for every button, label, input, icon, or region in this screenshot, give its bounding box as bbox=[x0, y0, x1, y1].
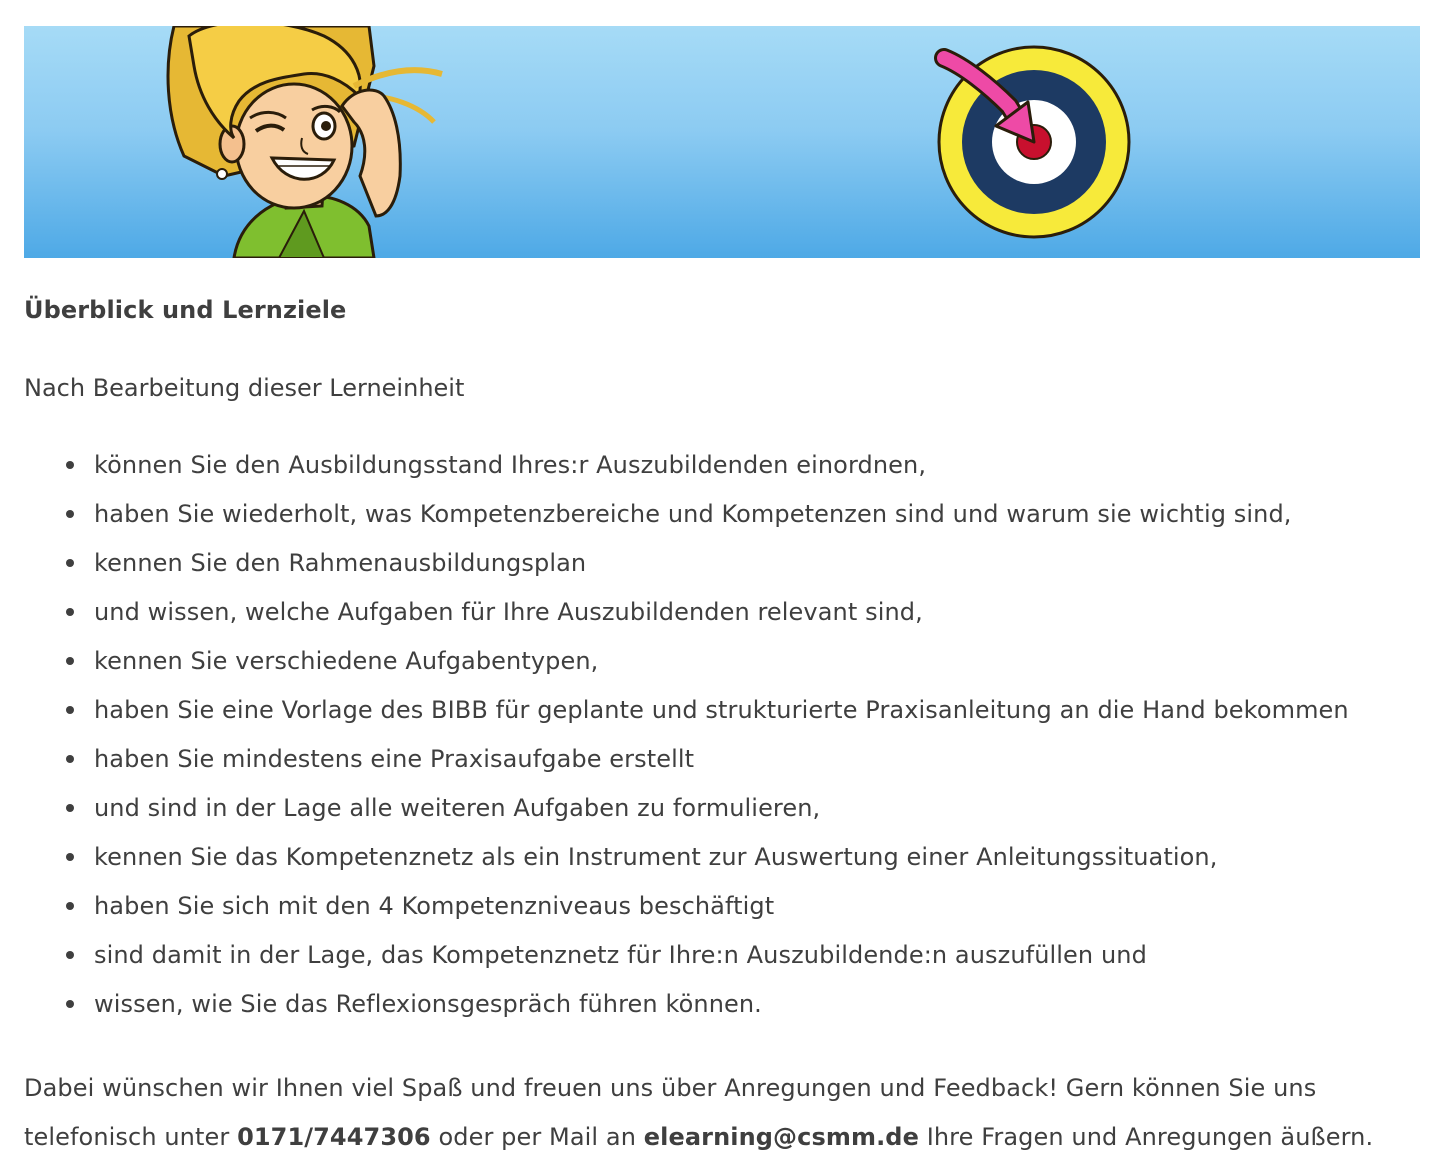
bullet-icon bbox=[66, 706, 74, 714]
bullet-icon bbox=[66, 608, 74, 616]
bullet-icon bbox=[66, 461, 74, 469]
list-item: und wissen, welche Aufgaben für Ihre Auszubildenden relevant sind, bbox=[24, 594, 1349, 643]
list-item: können Sie den Ausbildungsstand Ihres:r Auszubildenden einordnen, bbox=[24, 447, 1349, 496]
closing-line-2: telefonisch unter 0171/7447306 oder per Mail an elearning@csmm.de Ihre Fragen und Anregungen äußern. bbox=[24, 1123, 1374, 1151]
list-item: kennen Sie verschiedene Aufgabentypen, bbox=[24, 643, 1349, 692]
list-item: und sind in der Lage alle weiteren Aufgaben zu formulieren, bbox=[24, 790, 1349, 839]
closing-paragraph bbox=[24, 1064, 1420, 1162]
bullet-icon bbox=[66, 755, 74, 763]
bullet-icon bbox=[66, 657, 74, 665]
closing-line-1: Dabei wünschen wir Ihnen viel Spaß und freuen uns über Anregungen und Feedback! Gern können Sie uns bbox=[24, 1074, 1317, 1102]
list-item: kennen Sie das Kompetenznetz als ein Instrument zur Auswertung einer Anleitungssituation, bbox=[24, 839, 1349, 888]
bullet-icon bbox=[66, 559, 74, 567]
bullet-icon bbox=[66, 951, 74, 959]
winking-woman-illustration bbox=[168, 26, 442, 258]
header-banner bbox=[24, 26, 1420, 258]
list-item: wissen, wie Sie das Reflexionsgespräch führen können. bbox=[24, 986, 1349, 1035]
phone-number: 0171/7447306 bbox=[237, 1123, 431, 1151]
bullet-icon bbox=[66, 902, 74, 910]
section-heading: Überblick und Lernziele bbox=[24, 296, 347, 324]
learning-goals-list bbox=[24, 447, 1349, 1035]
banner-illustration bbox=[24, 26, 1420, 258]
list-item: haben Sie sich mit den 4 Kompetenzniveaus beschäftigt bbox=[24, 888, 1349, 937]
list-item: haben Sie mindestens eine Praxisaufgabe erstellt bbox=[24, 741, 1349, 790]
list-item: sind damit in der Lage, das Kompetenznetz für Ihre:n Auszubildende:n auszufüllen und bbox=[24, 937, 1349, 986]
list-item: haben Sie wiederholt, was Kompetenzbereiche und Kompetenzen sind und warum sie wichtig sind, bbox=[24, 496, 1349, 545]
list-item: haben Sie eine Vorlage des BIBB für geplante und strukturierte Praxisanleitung an die Hand bekommen bbox=[24, 692, 1349, 741]
intro-text: Nach Bearbeitung dieser Lerneinheit bbox=[24, 374, 465, 402]
list-item: kennen Sie den Rahmenausbildungsplan bbox=[24, 545, 1349, 594]
bullet-icon bbox=[66, 853, 74, 861]
bullet-icon bbox=[66, 804, 74, 812]
bullet-icon bbox=[66, 1000, 74, 1008]
target-illustration bbox=[939, 47, 1129, 237]
bullet-icon bbox=[66, 510, 74, 518]
email-address: elearning@csmm.de bbox=[643, 1123, 919, 1151]
